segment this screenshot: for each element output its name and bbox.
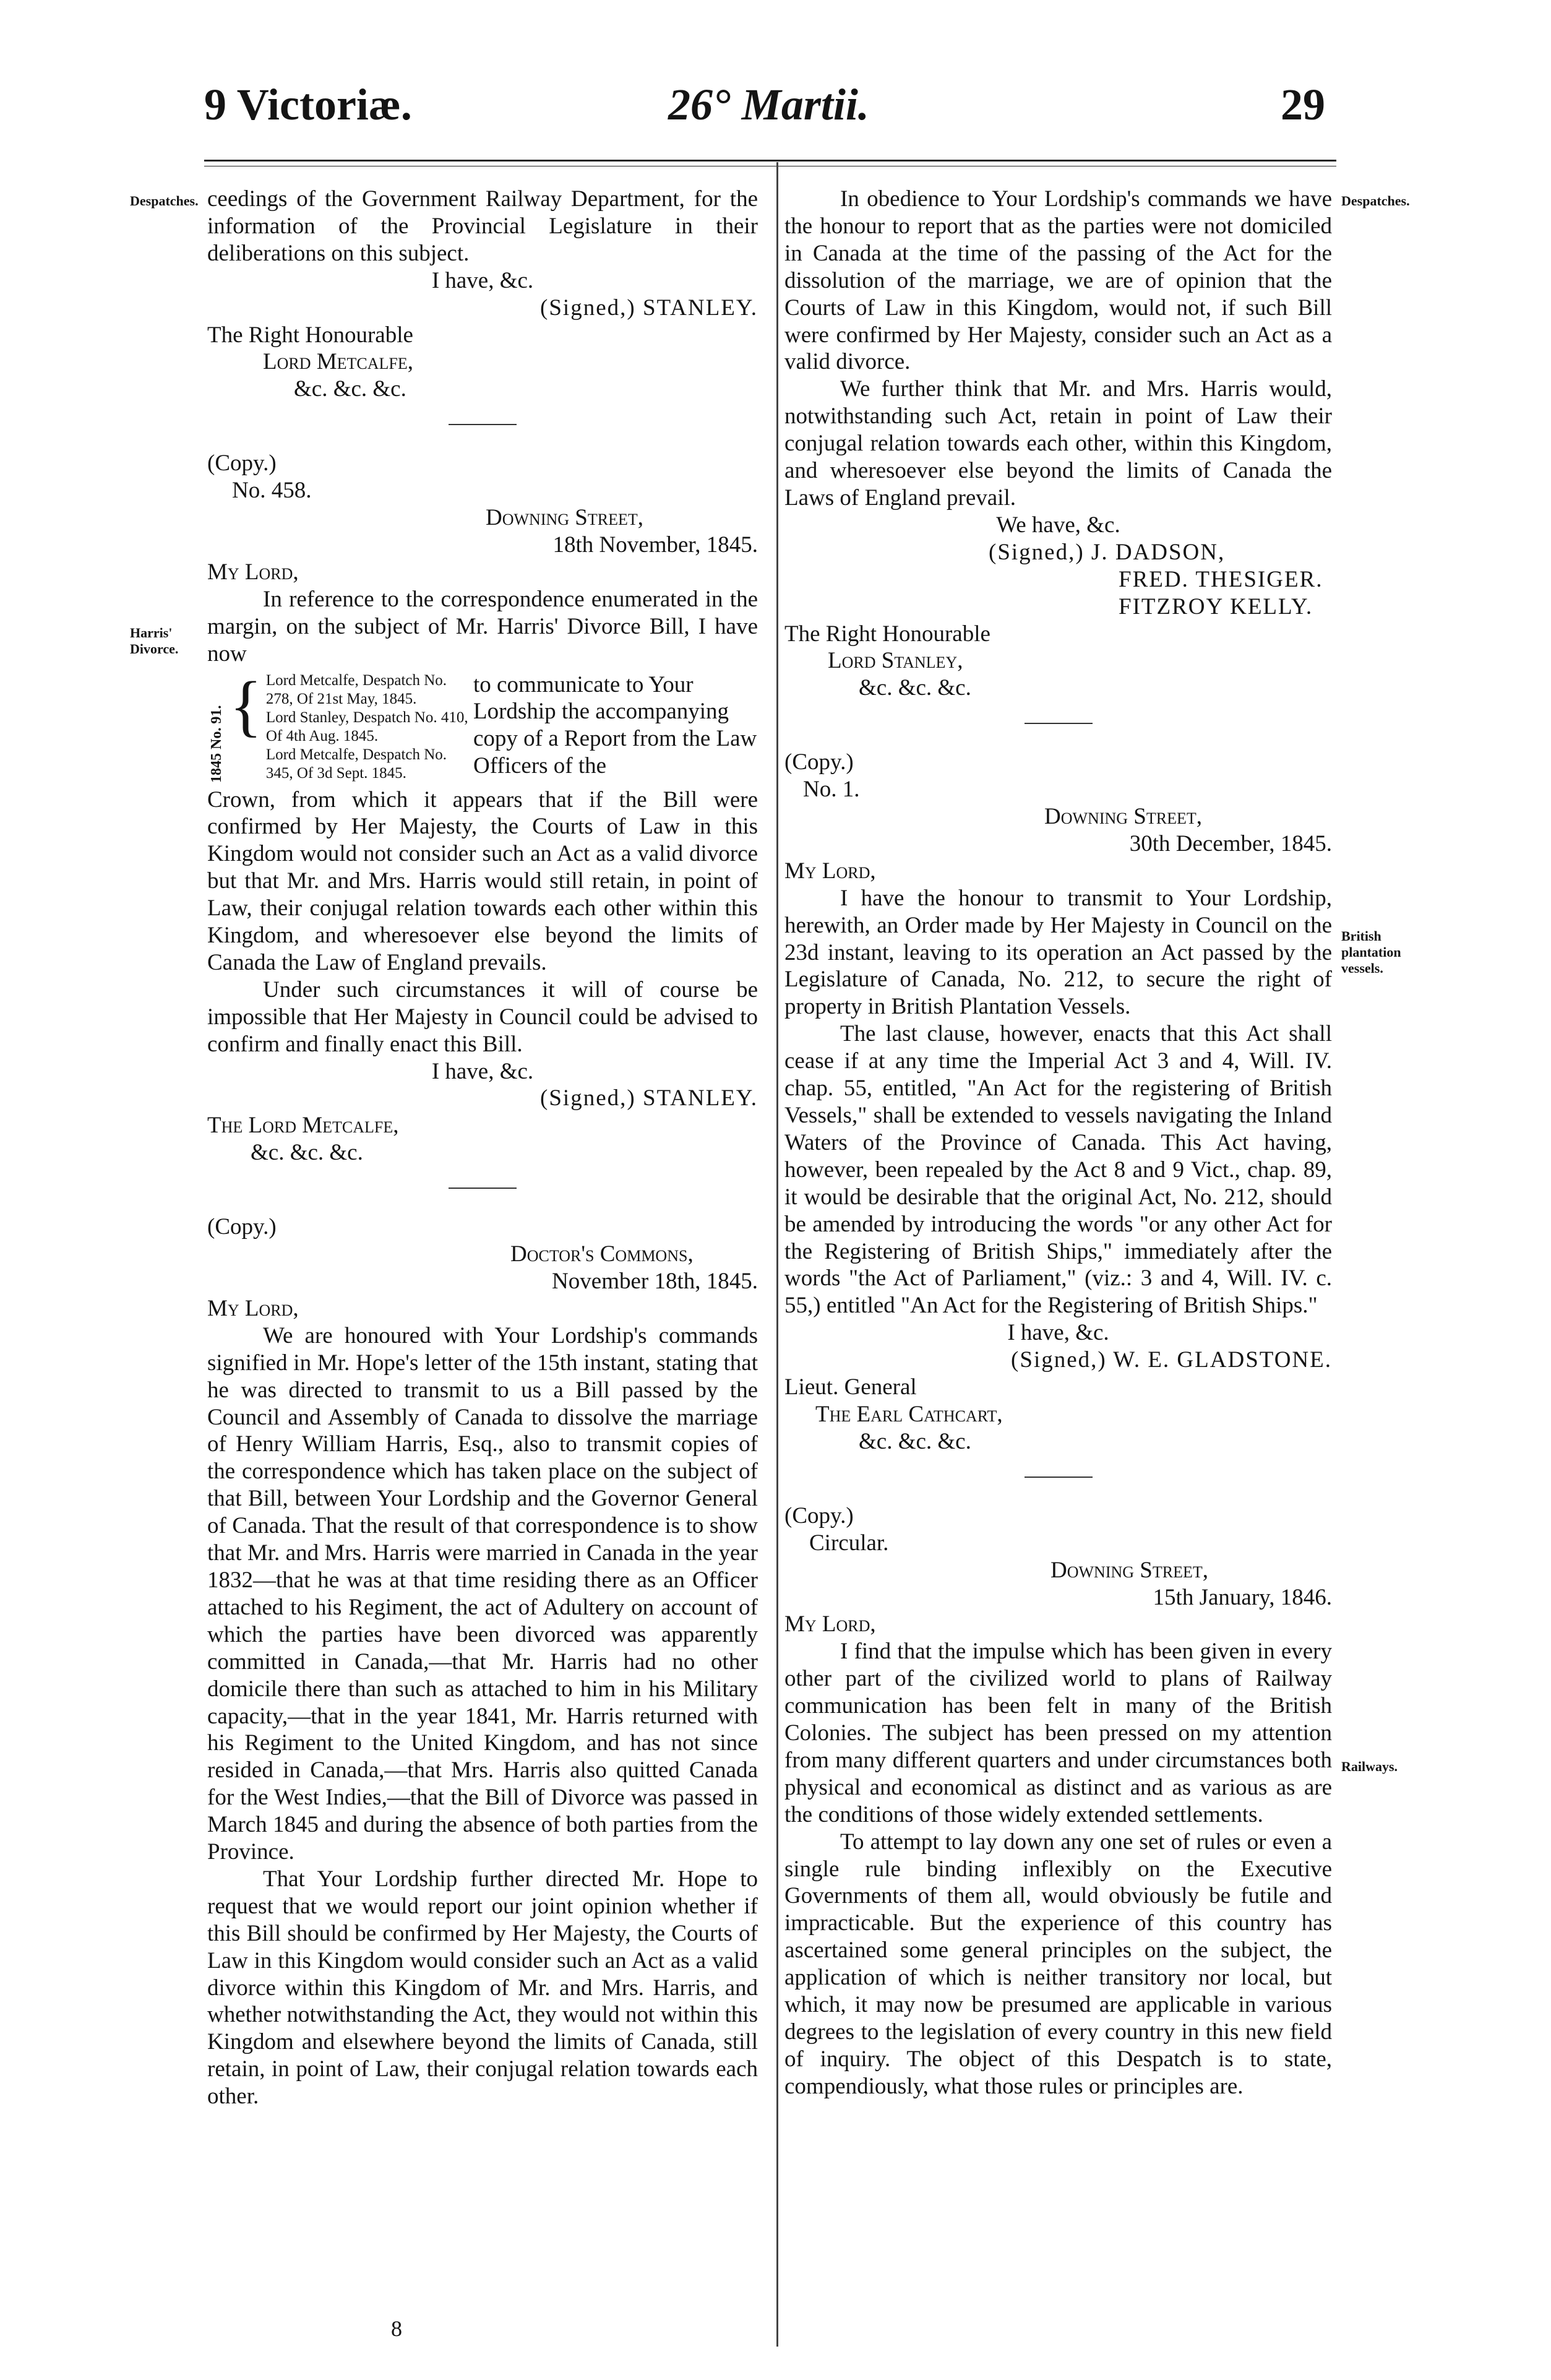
left-salutation-2: My Lord, <box>207 1295 299 1321</box>
right-circular-label: Circular. <box>809 1530 889 1556</box>
left-closing-2: I have, &c. <box>431 1058 534 1084</box>
left-addressee-name-1: Lord Metcalfe, <box>263 349 413 375</box>
reference-item: Lord Stanley, Despatch No. 410, Of 4th Aug. 1845. <box>265 709 468 744</box>
margin-note-despatches: Despatches. <box>130 193 199 209</box>
right-salutation-2: My Lord, <box>784 1611 876 1637</box>
left-copy-label-1: (Copy.) <box>207 451 277 476</box>
left-paragraph-7: That Your Lordship further directed Mr. Hope to request that we would report our joint opinion whether if this Bill should be confirmed by Her Majesty, the Courts of Law in this Kingdom would consider such an Act as a valid divorce within this Kingdom of Mr. and Mrs. Harris, and whether notwithstanding the Act, they would not within this Kingdom and elsewhere beyond the limits of Canada, still retain, in point of Law, their conjugal relation towards each other. <box>207 1866 758 2110</box>
left-paragraph-2: In reference to the correspondence enumerated in the margin, on the subject of Mr. Harris' Divorce Bill, I have now <box>207 586 758 666</box>
right-addressee-1: The Right Honourable <box>784 621 990 647</box>
header-rule-top <box>204 160 1336 162</box>
left-etc-1: &c. &c. &c. <box>294 376 406 402</box>
left-closing-1: I have, &c. <box>431 267 534 293</box>
left-paragraph-4: Crown, from which it appears that if the Bill were confirmed by Her Majesty, the Courts of Law in this Kingdom would not consider such an Act as a valid divorce but that Mr. and Mrs. Harris would still retain, in point of Law, their conjugal relation towards each other within this Kingdom, and wheresoever else beyond the limits of Canada the Law of England prevails. <box>207 787 758 975</box>
left-date-2: November 18th, 1845. <box>552 1269 758 1294</box>
left-paragraph-6: We are honoured with Your Lordship's commands signified in Mr. Hope's letter of the 15th instant, stating that he was directed to transmit to us a Bill passed by the Council and Assembly of Canada to dissolve the marriage of Henry William Harris, Esq., also to transmit copies of the correspondence which has taken place on the subject of that Bill, between Your Lordship and the Governor General of Canada. That the result of that correspondence is to show that Mr. and Mrs. Harris were married in Canada in the year 1832—that he was at that time residing there as an Officer attached to his Regiment, the act of Adultery on account of which the parties have been divorced was apparently committed in Canada,—that Mr. Harris had no other domicile there than such as attached to him in his Military capacity,—that in the year 1841, Mr. Harris returned with his Regiment to the United Kingdom, and has not since resided in Canada,—that Mrs. Harris also quitted Canada for the West Indies,—that the Bill of Divorce was passed in March 1845 and during the absence of both parties from the Province. <box>207 1322 758 1865</box>
right-addressee-2: The Earl Cathcart, <box>815 1401 1003 1427</box>
separator <box>449 424 517 425</box>
brace-icon: { <box>230 667 262 743</box>
separator <box>1025 723 1093 724</box>
reference-item: Lord Metcalfe, Despatch No. 278, Of 21st May, 1845. <box>265 671 447 707</box>
left-column <box>207 186 758 2110</box>
right-etc-2: &c. &c. &c. <box>859 1428 971 1454</box>
separator <box>1025 1477 1093 1478</box>
left-date-1: 18th November, 1845. <box>552 532 758 558</box>
left-paragraph-5: Under such circumstances it will of course be impossible that Her Majesty in Council could be advised to confirm and finally enact this Bill. <box>207 977 758 1057</box>
right-closing-1: We have, &c. <box>996 512 1120 538</box>
right-date-2: 15th January, 1846. <box>1153 1584 1332 1610</box>
margin-note-railways: Railways. <box>1341 1759 1398 1774</box>
right-copy-label-1: (Copy.) <box>784 749 854 775</box>
margin-note-harris-divorce: Harris' Divorce. <box>130 625 179 657</box>
column-divider <box>776 162 778 2347</box>
margin-reference-block <box>207 667 758 783</box>
right-signature-3: FITZROY KELLY. <box>1119 593 1313 619</box>
reference-year-number: 1845 No. 91. <box>208 705 225 783</box>
right-paragraph-4: The last clause, however, enacts that this Act shall cease if at any time the Imperial Act 3 and 4, Will. IV. chap. 55, entitled, "An Act for the registering of British Vessels," shall be extended to vessels navigating the Inland Waters of the Province of Canada. This Act having, however, been repealed by the Act 8 and 9 Vict., chap. 89, it would be desirable that the original Act, No. 212, should be amended by introducing the words "or any other Act for the Registering of British Ships," immediately after the words "the Act of Parliament," (viz.: 3 and 4, Will. IV. c. 55,) entitled "An Act for the Registering of British Ships." <box>784 1021 1332 1319</box>
right-paragraph-3: I have the honour to transmit to Your Lordship, herewith, an Order made by Her Majesty in Council on the 23d instant, leaving to its operation an Act passed by the Legislature of Canada, No. 212, to secure the right of property in British Plantation Vessels. <box>784 885 1332 1020</box>
reference-item: Lord Metcalfe, Despatch No. 345, Of 3d Sept. 1845. <box>265 746 447 782</box>
left-signature-2: (Signed,) STANLEY. <box>540 1085 758 1111</box>
left-place-1: Downing Street, <box>486 505 643 531</box>
right-closing-2: I have, &c. <box>1007 1320 1109 1346</box>
left-signature-1: (Signed,) STANLEY. <box>540 295 758 321</box>
separator <box>449 1188 517 1189</box>
right-paragraph-1: In obedience to Your Lordship's commands we have the honour to report that as the parties were not domiciled in Canada at the time of the passing of the Act for the dissolution of the marriage, we are of opinion that the Courts of Law in this Kingdom, would not, if such Bill were confirmed by Her Majesty, consider such an Act as a valid divorce. <box>784 186 1332 375</box>
header-regnal-year: 9 Victoriæ. <box>204 80 412 129</box>
right-salutation-1: My Lord, <box>784 858 876 884</box>
header-date: 26° Martii. <box>668 80 869 129</box>
right-addressee-name-1: Lord Stanley, <box>828 648 963 674</box>
left-paragraph-3: to communicate to Your Lordship the accompanying copy of a Report from the Law Officers of the <box>473 671 757 779</box>
left-salutation-1: My Lord, <box>207 559 299 585</box>
margin-note-british-plantation: British plantation vessels. <box>1341 928 1401 976</box>
right-paragraph-2: We further think that Mr. and Mrs. Harris would, notwithstanding such Act, retain in point of Law their conjugal relation towards each other, within this Kingdom, and wheresoever else beyond the limits of Canada the Laws of England prevail. <box>784 376 1332 511</box>
margin-note-despatches-right: Despatches. <box>1341 193 1410 209</box>
right-signature-2: FRED. THESIGER. <box>1119 566 1323 592</box>
right-date-1: 30th December, 1845. <box>1129 830 1332 856</box>
right-despatch-number: No. 1. <box>803 777 860 803</box>
left-copy-label-2: (Copy.) <box>207 1214 277 1240</box>
left-addressee-1: The Right Honourable <box>207 322 413 348</box>
right-signature-4: (Signed,) W. E. GLADSTONE. <box>1011 1347 1332 1373</box>
left-despatch-number: No. 458. <box>232 478 312 504</box>
left-place-2: Doctor's Commons, <box>510 1241 694 1267</box>
right-rank: Lieut. General <box>784 1374 917 1400</box>
left-addressee-2: The Lord Metcalfe, <box>207 1113 399 1139</box>
header-page-number: 29 <box>1281 80 1325 129</box>
left-paragraph-1: ceedings of the Government Railway Department, for the information of the Provincial Legislature in their deliberations on this subject. <box>207 186 758 266</box>
right-place-2: Downing Street, <box>1050 1557 1208 1583</box>
right-column <box>784 186 1332 2100</box>
right-place-1: Downing Street, <box>1044 804 1202 830</box>
right-copy-label-2: (Copy.) <box>784 1503 854 1528</box>
signature-mark: 8 <box>391 2316 402 2341</box>
running-header <box>0 79 1551 141</box>
right-paragraph-5: I find that the impulse which has been given in every other part of the civilized world to plans of Railway communication has been felt in many of the British Colonies. The subject has been pressed on my attention from many different quarters and under circumstances both physical and economical as distinct and as various as are the conditions of those widely extended settlements. <box>784 1639 1332 1827</box>
right-etc-1: &c. &c. &c. <box>859 675 971 701</box>
left-etc-2: &c. &c. &c. <box>251 1140 363 1166</box>
right-signature-1: (Signed,) J. DADSON, <box>989 539 1226 565</box>
right-paragraph-6: To attempt to lay down any one set of rules or even a single rule binding inflexibly on the Executive Governments of them all, would obviously be futile and impracticable. But the experience of this country has ascertained some general principles on the subject, the application of which is neither transitory nor local, but which, it may now be presumed are applicable in various degrees to the legislation of every country in this new field of inquiry. The object of this Despatch is to state, compendiously, what those rules or principles are. <box>784 1829 1332 2099</box>
